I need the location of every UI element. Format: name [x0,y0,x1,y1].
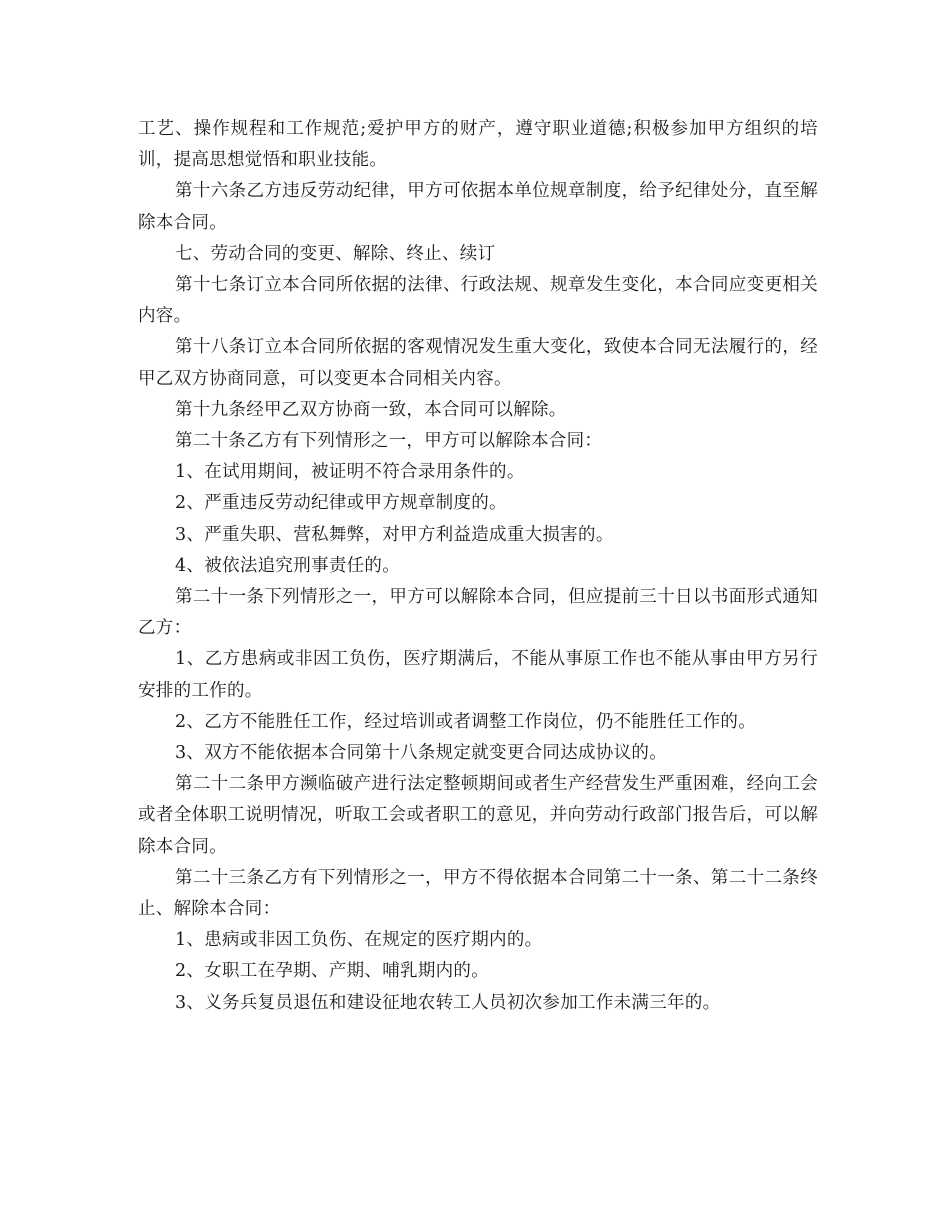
paragraph: 第十六条乙方违反劳动纪律，甲方可依据本单位规章制度，给予纪律处分，直至解除本合同。 [138,181,818,233]
paragraph: 第十九条经甲乙双方协商一致，本合同可以解除。 [175,399,567,420]
list-item: 1、患病或非因工负伤、在规定的医疗期内的。 [175,930,543,951]
section-heading: 七、劳动合同的变更、解除、终止、续订 [175,243,496,264]
list-item: 3、双方不能依据本合同第十八条规定就变更合同达成协议的。 [175,743,668,764]
list-item: 2、女职工在孕期、产期、哺乳期内的。 [175,961,490,982]
document-page [138,114,818,1019]
paragraph: 第二十一条下列情形之一，甲方可以解除本合同，但应提前三十日以书面形式通知乙方： [138,587,818,639]
list-item: 2、严重违反劳动纪律或甲方规章制度的。 [175,493,507,514]
paragraph: 第二十二条甲方濒临破产进行法定整顿期间或者生产经营发生严重困难，经向工会或者全体职工说明情况，听取工会或者职工的意见，并向劳动行政部门报告后，可以解除本合同。 [138,774,818,857]
list-item: 1、乙方患病或非因工负伤，医疗期满后，不能从事原工作也不能从事由甲方另行安排的工作的。 [138,649,818,701]
list-item: 2、乙方不能胜任工作，经过培训或者调整工作岗位，仍不能胜任工作的。 [175,711,757,732]
list-item: 1、在试用期间，被证明不符合录用条件的。 [175,462,525,483]
paragraph: 第十七条订立本合同所依据的法律、行政法规、规章发生变化，本合同应变更相关内容。 [138,275,818,327]
list-item: 3、严重失职、营私舞弊，对甲方利益造成重大损害的。 [175,524,614,545]
list-item: 3、义务兵复员退伍和建设征地农转工人员初次参加工作未满三年的。 [175,992,721,1013]
paragraph: 第二十三条乙方有下列情形之一，甲方不得依据本合同第二十一条、第二十二条终止、解除本合同： [138,867,818,920]
list-item: 4、被依法追究刑事责任的。 [175,555,401,576]
paragraph: 工艺、操作规程和工作规范;爱护甲方的财产，遵守职业道德;积极参加甲方组织的培训，提高思想觉悟和职业技能。 [138,119,818,171]
paragraph: 第十八条订立本合同所依据的客观情况发生重大变化，致使本合同无法履行的，经甲乙双方协商同意，可以变更本合同相关内容。 [138,337,818,389]
paragraph: 第二十条乙方有下列情形之一，甲方可以解除本合同： [175,431,603,452]
